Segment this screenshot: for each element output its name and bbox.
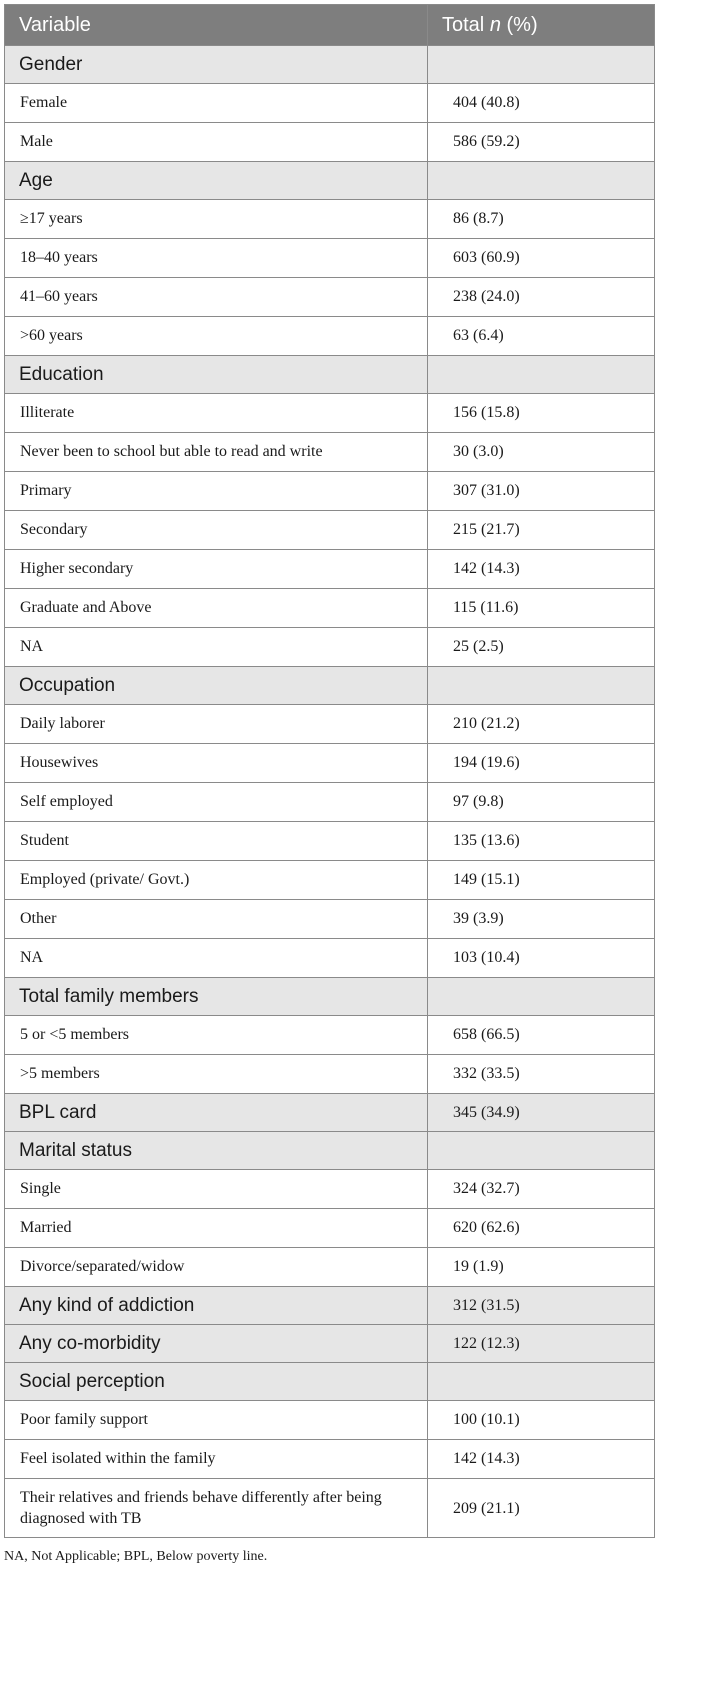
table-row <box>5 239 655 278</box>
row-value: 25 (2.5) <box>428 628 655 667</box>
row-value: 332 (33.5) <box>428 1055 655 1094</box>
section-title: Age <box>5 162 428 200</box>
section-value <box>428 978 655 1016</box>
row-value: 210 (21.2) <box>428 705 655 744</box>
row-value: 86 (8.7) <box>428 200 655 239</box>
row-label: Single <box>5 1170 428 1209</box>
row-label: Male <box>5 123 428 162</box>
table-row <box>5 200 655 239</box>
section-row <box>5 667 655 705</box>
row-label: NA <box>5 628 428 667</box>
table-row <box>5 705 655 744</box>
section-title: Gender <box>5 46 428 84</box>
row-value: 63 (6.4) <box>428 317 655 356</box>
section-title: Total family members <box>5 978 428 1016</box>
row-value: 100 (10.1) <box>428 1401 655 1440</box>
table-row <box>5 317 655 356</box>
row-value: 156 (15.8) <box>428 394 655 433</box>
row-value: 115 (11.6) <box>428 589 655 628</box>
header-total-prefix: Total <box>442 13 490 36</box>
row-value: 149 (15.1) <box>428 861 655 900</box>
table-container <box>4 4 654 1538</box>
table-row <box>5 939 655 978</box>
section-row <box>5 1094 655 1132</box>
table-row <box>5 589 655 628</box>
table-row <box>5 1479 655 1538</box>
row-value: 603 (60.9) <box>428 239 655 278</box>
row-value: 209 (21.1) <box>428 1479 655 1538</box>
row-label: Other <box>5 900 428 939</box>
section-title: Marital status <box>5 1132 428 1170</box>
table-row <box>5 1055 655 1094</box>
row-value: 103 (10.4) <box>428 939 655 978</box>
row-label: NA <box>5 939 428 978</box>
row-label: Primary <box>5 472 428 511</box>
section-row <box>5 1132 655 1170</box>
section-value <box>428 46 655 84</box>
row-value: 238 (24.0) <box>428 278 655 317</box>
row-label: Married <box>5 1209 428 1248</box>
table-row <box>5 1209 655 1248</box>
row-label: Daily laborer <box>5 705 428 744</box>
row-value: 135 (13.6) <box>428 822 655 861</box>
row-label: Their relatives and friends behave differently after being diagnosed with TB <box>5 1479 428 1538</box>
row-value: 97 (9.8) <box>428 783 655 822</box>
section-title: Social perception <box>5 1363 428 1401</box>
section-title: Any kind of addiction <box>5 1287 428 1325</box>
row-label: 18–40 years <box>5 239 428 278</box>
row-value: 19 (1.9) <box>428 1248 655 1287</box>
table-row <box>5 511 655 550</box>
table-row <box>5 394 655 433</box>
header-total <box>428 5 655 46</box>
section-title: Education <box>5 356 428 394</box>
table-row <box>5 433 655 472</box>
row-value: 324 (32.7) <box>428 1170 655 1209</box>
section-value <box>428 162 655 200</box>
row-label: Graduate and Above <box>5 589 428 628</box>
table-row <box>5 278 655 317</box>
row-label: 41–60 years <box>5 278 428 317</box>
row-label: Self employed <box>5 783 428 822</box>
header-total-suffix: (%) <box>500 13 538 36</box>
table-body <box>5 46 655 1538</box>
section-title: Occupation <box>5 667 428 705</box>
section-value: 312 (31.5) <box>428 1287 655 1325</box>
table-row <box>5 123 655 162</box>
table-row <box>5 472 655 511</box>
row-label: Higher secondary <box>5 550 428 589</box>
section-row <box>5 1287 655 1325</box>
section-row <box>5 1363 655 1401</box>
row-value: 658 (66.5) <box>428 1016 655 1055</box>
row-value: 620 (62.6) <box>428 1209 655 1248</box>
section-value <box>428 1132 655 1170</box>
row-value: 404 (40.8) <box>428 84 655 123</box>
table-row <box>5 84 655 123</box>
row-value: 307 (31.0) <box>428 472 655 511</box>
section-row <box>5 356 655 394</box>
table-row <box>5 783 655 822</box>
table-row <box>5 550 655 589</box>
table-row <box>5 1016 655 1055</box>
row-label: Illiterate <box>5 394 428 433</box>
row-value: 215 (21.7) <box>428 511 655 550</box>
table-row <box>5 1170 655 1209</box>
table-row <box>5 744 655 783</box>
row-label: 5 or <5 members <box>5 1016 428 1055</box>
section-value: 122 (12.3) <box>428 1325 655 1363</box>
table-row <box>5 628 655 667</box>
header-total-n: n <box>489 13 501 36</box>
section-row <box>5 162 655 200</box>
row-label: >60 years <box>5 317 428 356</box>
row-label: Secondary <box>5 511 428 550</box>
row-label: Never been to school but able to read and write <box>5 433 428 472</box>
table-row <box>5 861 655 900</box>
row-label: >5 members <box>5 1055 428 1094</box>
table-row <box>5 1248 655 1287</box>
section-row <box>5 978 655 1016</box>
row-value: 30 (3.0) <box>428 433 655 472</box>
row-label: Employed (private/ Govt.) <box>5 861 428 900</box>
row-value: 142 (14.3) <box>428 1440 655 1479</box>
section-title: BPL card <box>5 1094 428 1132</box>
table-row <box>5 1440 655 1479</box>
section-value: 345 (34.9) <box>428 1094 655 1132</box>
table-row <box>5 822 655 861</box>
row-label: Female <box>5 84 428 123</box>
demographics-table <box>4 4 655 1538</box>
row-label: ≥17 years <box>5 200 428 239</box>
row-value: 586 (59.2) <box>428 123 655 162</box>
section-value <box>428 667 655 705</box>
row-label: Student <box>5 822 428 861</box>
row-label: Housewives <box>5 744 428 783</box>
header-variable: Variable <box>5 5 428 46</box>
table-row <box>5 1401 655 1440</box>
row-value: 194 (19.6) <box>428 744 655 783</box>
table-header-row <box>5 5 655 46</box>
table-footnote: NA, Not Applicable; BPL, Below poverty line. <box>4 1549 268 1564</box>
row-value: 39 (3.9) <box>428 900 655 939</box>
section-row <box>5 1325 655 1363</box>
row-value: 142 (14.3) <box>428 550 655 589</box>
row-label: Feel isolated within the family <box>5 1440 428 1479</box>
section-value <box>428 1363 655 1401</box>
row-label: Divorce/separated/widow <box>5 1248 428 1287</box>
row-label: Poor family support <box>5 1401 428 1440</box>
section-value <box>428 356 655 394</box>
section-row <box>5 46 655 84</box>
table-row <box>5 900 655 939</box>
section-title: Any co-morbidity <box>5 1325 428 1363</box>
